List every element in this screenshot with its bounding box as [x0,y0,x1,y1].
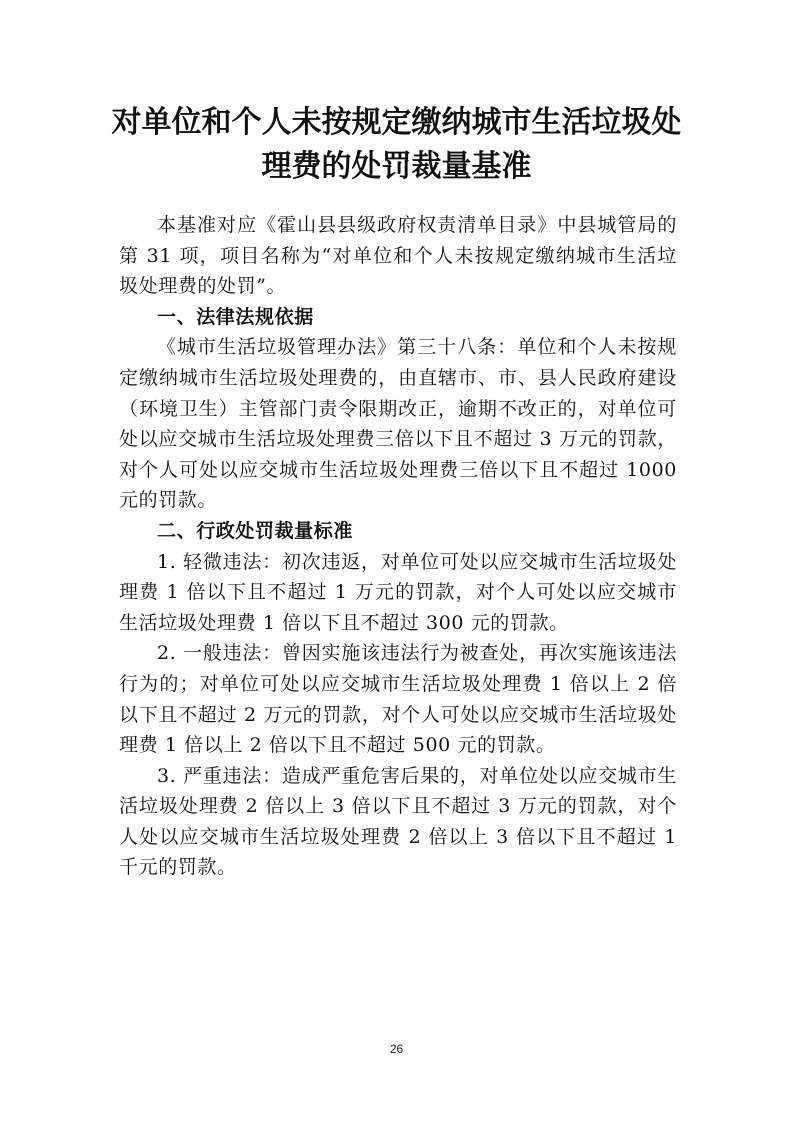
section-heading-penalty-standards: 二、行政处罚裁量标准 [157,519,354,542]
penalty-item-general: 2. 一般违法：曾因实施该违法行为被查处，再次实施该违法行为的；对单位可处以应交城市生活垃圾处理费 1 倍以上 2 倍以下且不超过 2 万元的罚款，对个人可处以应交城市生活垃圾处理费 1 倍以上 2 倍以下且不超过 500 元的罚款。 [119,642,677,757]
intro-paragraph: 本基准对应《霍山县县级政府权责清单目录》中县城管局的第 31 项，项目名称为“对单位和个人未按规定缴纳城市生活垃圾处理费的处罚”。 [119,214,677,298]
legal-basis-paragraph: 《城市生活垃圾管理办法》第三十八条：单位和个人未按规定缴纳城市生活垃圾处理费的，由直辖市、市、县人民政府建设（环境卫生）主管部门责令限期改正，逾期不改正的，对单位可处以应交城市生活垃圾处理费三倍以下且不超过 3 万元的罚款，对个人可处以应交城市生活垃圾处理费三倍以下且不超过 1000 元的罚款。 [119,336,677,512]
page-number: 26 [389,1042,404,1056]
penalty-item-minor: 1. 轻微违法：初次违返，对单位可处以应交城市生活垃圾处理费 1 倍以下且不超过 1 万元的罚款，对个人可处以应交城市生活垃圾处理费 1 倍以下且不超过 300 元的罚款。 [119,550,677,634]
document-title-line-2: 理费的处罚裁量基准 [261,149,532,184]
section-heading-legal-basis: 一、法律法规依据 [157,305,314,328]
document-body [119,210,677,883]
document-title-line-1: 对单位和个人未按规定缴纳城市生活垃圾处 [111,105,682,140]
penalty-item-serious: 3. 严重违法：造成严重危害后果的，对单位处以应交城市生活垃圾处理费 2 倍以上 3 倍以下且不超过 3 万元的罚款，对个人处以应交城市生活垃圾处理费 2 倍以上 3 倍以下且不超过 1 千元的罚款。 [119,764,677,879]
